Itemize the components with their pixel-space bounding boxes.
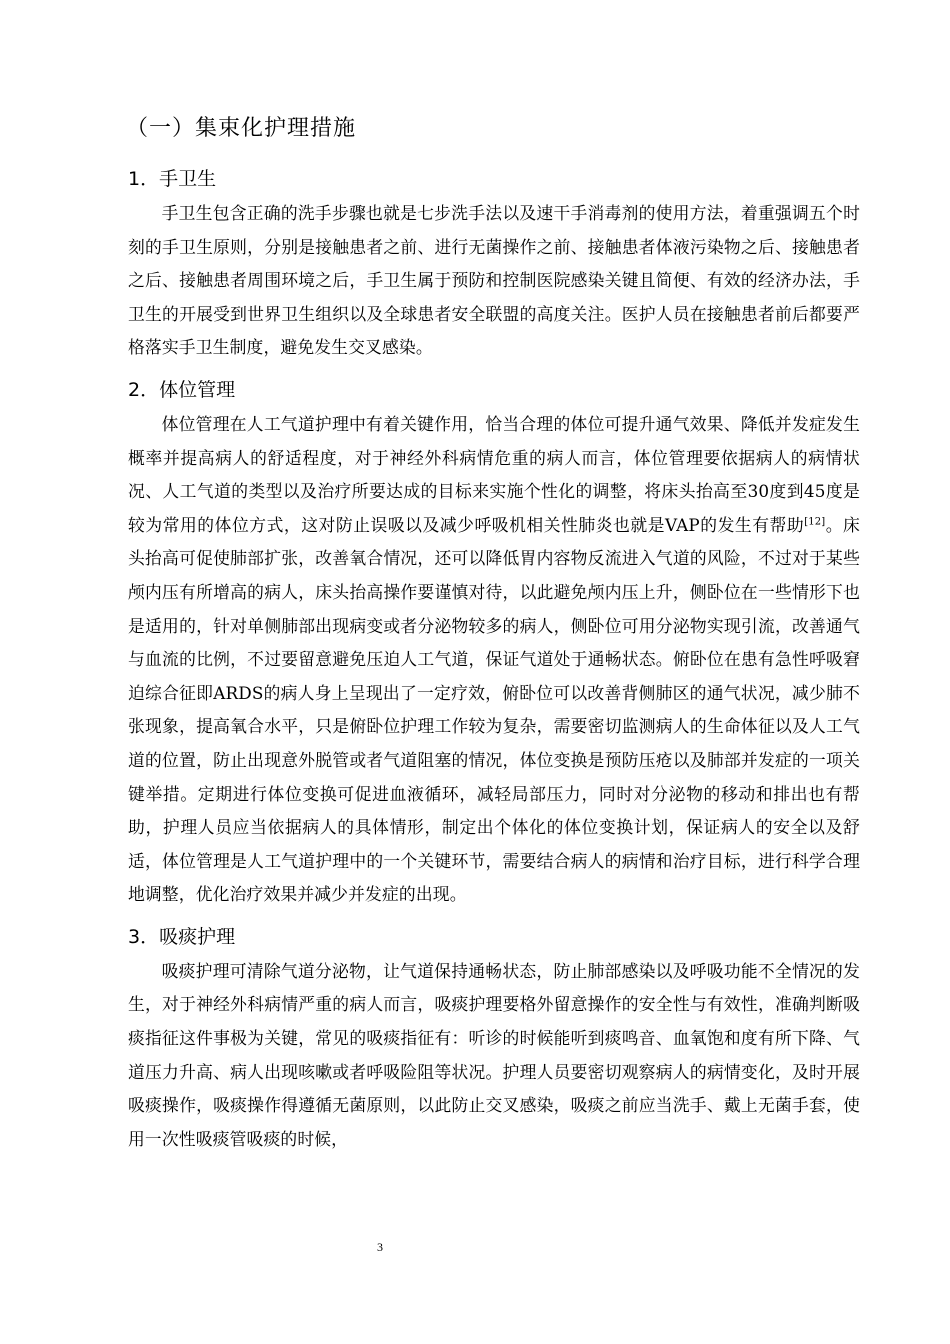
subsection-title-hand-hygiene: 1．手卫生 (128, 168, 217, 190)
subsection-title-suction-care: 3．吸痰护理 (128, 925, 236, 948)
paragraph-suction-care: 吸痰护理可清除气道分泌物，让气道保持通畅状态，防止肺部感染以及呼吸功能不全情况的发生，对于神经外科病情严重的病人而言，吸痰护理要格外留意操作的安全性与有效性，准确判断吸痰指征这件事极为关键，常见的吸痰指征有：听诊的时候能听到痰鸣音、血氧饱和度有所下降、气道压力升高、病人出现咳嗽或者呼吸险阻等状况。护理人员要密切观察病人的病情变化，及时开展吸痰操作，吸痰操作得遵循无菌原则，以此防止交叉感染，吸痰之前应当洗手、戴上无菌手套，使用一次性吸痰管吸痰的时候， (128, 960, 860, 1149)
citation-marker: [12] (804, 516, 826, 528)
paragraph-position-part2: 。床头抬高可促使肺部扩张，改善氧合情况，还可以降低胃内容物反流进入气道的风险，不过对于某些颅内压有所增高的病人，床头抬高操作要谨慎对待，以此避免颅内压上升，侧卧位在一些情形下也是适用的，针对单侧肺部出现病变或者分泌物较多的病人，侧卧位可用分泌物实现引流，改善通气与血流的比例，不过要留意避免压迫人工气道，保证气道处于通畅状态。俯卧位在患有急性呼吸窘迫综合征即ARDS的病人身上呈现出了一定疗效，俯卧位可以改善背侧肺区的通气状况，减少肺不张现象，提高氧合水平，只是俯卧位护理工作较为复杂，需要密切监测病人的生命体征以及人工气道的位置，防止出现意外脱管或者气道阻塞的情况，体位变换是预防压疮以及肺部并发症的一项关键举措。定期进行体位变换可促进血液循环，减轻局部压力，同时对分泌物的移动和排出也有帮助，护理人员应当依据病人的具体情形，制定出个体化的体位变换计划，保证病人的安全以及舒适，体位管理是人工气道护理中的一个关键环节，需要结合病人的病情和治疗目标，进行科学合理地调整，优化治疗效果并减少并发症的出现。 (128, 514, 860, 905)
paragraph-hand-hygiene: 手卫生包含正确的洗手步骤也就是七步洗手法以及速干手消毒剂的使用方法，着重强调五个时刻的手卫生原则，分别是接触患者之前、进行无菌操作之前、接触患者体液污染物之后、接触患者之后、接触患者周围环境之后，手卫生属于预防和控制医院感染关键且简便、有效的经济办法，手卫生的开展受到世界卫生组织以及全球患者安全联盟的高度关注。医护人员在接触患者前后都要严格落实手卫生制度，避免发生交叉感染。 (128, 203, 860, 358)
section-title: （一）集束化护理措施 (126, 116, 357, 141)
paragraph-position-management (128, 408, 860, 912)
page-content (128, 112, 860, 1156)
subsection-title-position-management: 2．体位管理 (128, 378, 236, 401)
paragraph-position-part1: 体位管理在人工气道护理中有着关键作用，恰当合理的体位可提升通气效果、降低并发症发生概率并提高病人的舒适程度，对于神经外科病情危重的病人而言，体位管理要依据病人的病情状况、人工气道的类型以及治疗所要达成的目标来实施个性化的调整，将床头抬高至30度到45度是较为常用的体位方式，这对防止误吸以及减少呼吸机相关性肺炎也就是VAP的发生有帮助 (128, 413, 860, 535)
page-number: 3 (377, 1240, 383, 1254)
